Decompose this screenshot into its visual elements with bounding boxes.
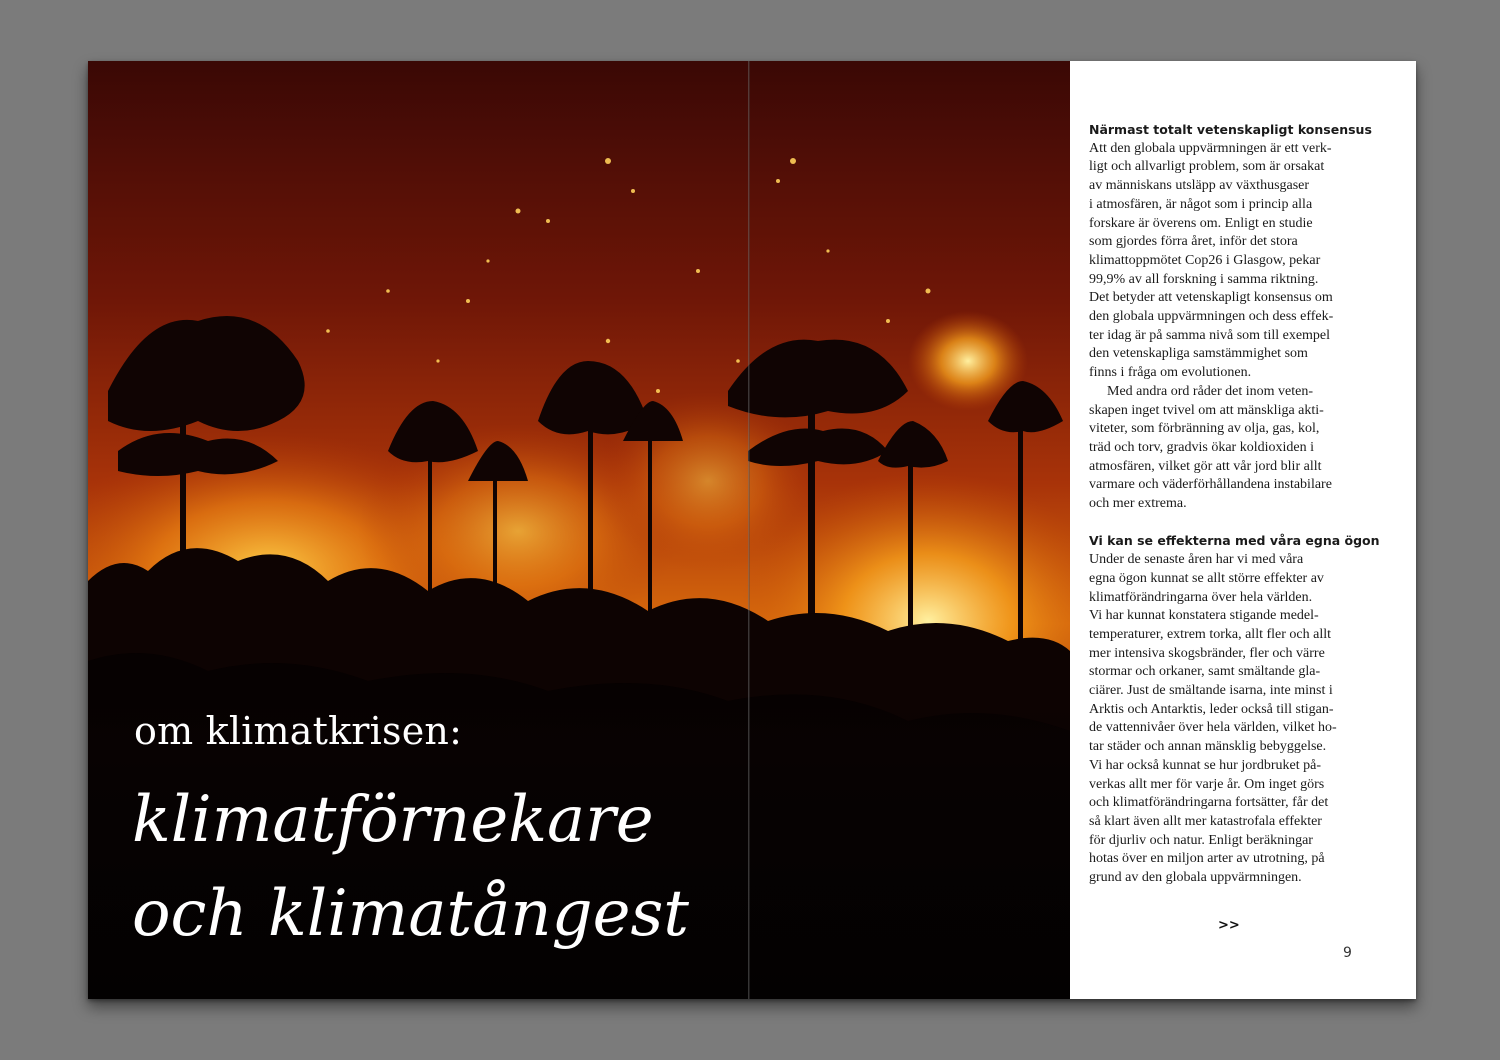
text-line: Under de senaste åren har vi med våra <box>1089 552 1304 568</box>
article-headline <box>132 773 689 961</box>
text-line: av människans utsläpp av växthusgaser <box>1089 178 1310 194</box>
text-line: atmosfären, vilket gör att vår jord blir allt <box>1089 458 1322 474</box>
text-line: Med andra ord råder det inom veten- <box>1107 383 1314 399</box>
text-line: Vi har kunnat konstatera stigande medel- <box>1089 608 1319 624</box>
text-line: de vattennivåer över hela världen, vilket ho- <box>1089 720 1337 736</box>
text-line: tar städer och annan mänsklig bebyggelse. <box>1089 739 1327 755</box>
text-page <box>1070 61 1416 999</box>
continue-marker: >> <box>1218 918 1240 933</box>
text-line: hotas över en miljon arter av utrotning, på <box>1089 851 1325 867</box>
text-line: i atmosfären, är något som i princip alla <box>1089 196 1313 212</box>
spine-gutter <box>748 61 750 999</box>
text-line: viteter, som förbränning av olja, gas, kol, <box>1089 421 1320 437</box>
text-line: klimattoppmötet Cop26 i Glasgow, pekar <box>1089 252 1321 268</box>
text-line: Det betyder att vetenskapligt konsensus om <box>1089 290 1333 306</box>
text-line: Arktis och Antarktis, leder också till stigan- <box>1089 701 1334 717</box>
section-heading: Närmast totalt vetenskapligt konsensus <box>1089 122 1372 137</box>
text-line: forskare är överens om. Enligt en studie <box>1089 215 1313 231</box>
forest-fire-photo <box>88 61 1070 999</box>
text-line: stormar och orkaner, samt smältande gla- <box>1089 664 1321 680</box>
headline-line: klimatförnekare <box>132 783 654 857</box>
headline-line: och klimatångest <box>132 877 689 951</box>
text-line: Vi har också kunnat se hur jordbruket på- <box>1089 757 1322 773</box>
text-line: den vetenskapliga samstämmighet som <box>1089 346 1308 362</box>
text-line: för djurliv och natur. Enligt beräkningar <box>1089 832 1313 848</box>
body-paragraph <box>1089 383 1367 514</box>
text-line: temperaturer, extrem torka, allt fler och allt <box>1089 626 1331 642</box>
text-line: så klart även allt mer katastrofala effekter <box>1089 814 1322 829</box>
text-line: mer intensiva skogsbränder, fler och värre <box>1089 645 1325 661</box>
text-line: varmare och väderförhållandena instabilare <box>1089 477 1332 493</box>
text-column <box>1089 121 1380 888</box>
text-line: ligt och allvarligt problem, som är orsakat <box>1089 159 1325 175</box>
text-line: skapen inget tvivel om att mänskliga akti- <box>1089 402 1324 418</box>
text-line: den globala uppvärmningen och dess effek- <box>1089 309 1334 325</box>
text-line: verkas allt mer för varje år. Om inget görs <box>1089 776 1325 792</box>
text-line: grund av den globala uppvärmningen. <box>1089 870 1302 886</box>
page-number: 9 <box>1343 945 1352 961</box>
text-line: egna ögon kunnat se allt större effekter av <box>1089 570 1324 586</box>
body-paragraph <box>1089 140 1367 383</box>
magazine-spread <box>88 61 1416 999</box>
section-heading: Vi kan se effekterna med våra egna ögon <box>1089 533 1380 549</box>
text-line: 99,9% av all forskning i samma riktning. <box>1089 271 1319 287</box>
text-line: ter idag är på samma nivå som till exempel <box>1089 327 1331 343</box>
text-line: som gjordes förra året, inför det stora <box>1089 234 1298 250</box>
text-line: och klimatförändringarna fortsätter, får det <box>1089 795 1329 811</box>
text-line: träd och torv, gradvis ökar koldioxiden i <box>1089 439 1314 455</box>
text-line: ciärer. Just de smältande isarna, inte minst i <box>1089 683 1333 699</box>
text-line: och mer extrema. <box>1089 496 1187 512</box>
text-line: klimatförändringarna över hela världen. <box>1089 589 1313 605</box>
text-line: finns i fråga om evolutionen. <box>1089 365 1252 381</box>
article-kicker: om klimatkrisen: <box>134 709 463 753</box>
text-line: Att den globala uppvärmningen är ett verk- <box>1089 140 1332 156</box>
body-paragraph <box>1089 551 1367 888</box>
